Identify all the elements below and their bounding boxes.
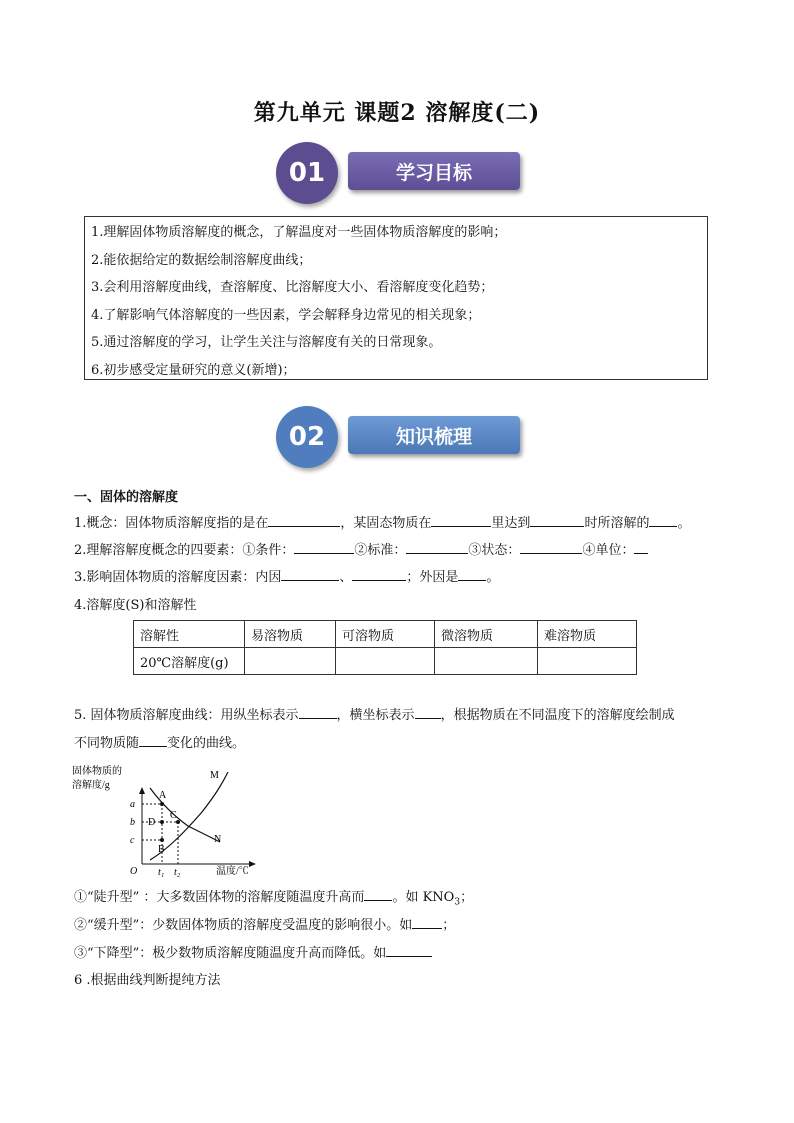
blank[interactable]: [294, 541, 354, 554]
curve-type-1: ①“陡升型” ：大多数固体物的溶解度随温度升高而 。如 $KNO_3$；: [74, 890, 474, 908]
tick-label: t₁: [158, 867, 165, 878]
question-4: 4.溶解度(S)和溶解性: [74, 598, 197, 613]
blank[interactable]: [352, 568, 406, 581]
heading-solid-solubility: 一、固体的溶解度: [74, 490, 179, 505]
table-cell[interactable]: [538, 648, 637, 675]
table-row: [134, 648, 637, 675]
question-5-line-1: 5. 固体物质溶解度曲线：用纵坐标表示 ，横坐标表示 ，根据物质在不同温度下的溶解度绘制成: [74, 708, 675, 723]
blank[interactable]: [406, 541, 468, 554]
goal-item: 6.初步感受定量研究的意义(新增)；: [91, 362, 296, 378]
section-banner-goals: [0, 144, 794, 204]
y-axis-arrow: [139, 787, 145, 794]
curve-label: M: [210, 770, 219, 781]
page-title: 第九单元 课题2 溶解度(二): [253, 100, 541, 126]
blank[interactable]: [281, 568, 339, 581]
curve-type-2: ②“缓升型”：少数固体物质的溶解度受温度的影响很小。如 ；: [74, 918, 456, 933]
table-cell: 20℃溶解度(g): [134, 648, 245, 675]
question-3: 3.影响固体物质的溶解度因素：内因 、 ；外因是 。: [74, 570, 500, 585]
table-cell: 微溶物质: [435, 621, 538, 648]
question-5-line-2: 不同物质随 变化的曲线。: [74, 736, 246, 751]
solubility-table: [133, 620, 637, 675]
table-cell: 易溶物质: [245, 621, 336, 648]
goal-item: 4.了解影响气体溶解度的一些因素，学会解释身边常见的相关现象；: [91, 307, 481, 323]
blank[interactable]: [386, 944, 432, 957]
goal-item: 2.能依据给定的数据绘制溶解度曲线；: [91, 252, 312, 268]
section-label: 学习目标: [348, 152, 520, 190]
point-a-dot: [160, 802, 164, 806]
section-banner-knowledge: [0, 408, 794, 468]
point-label: B: [158, 844, 165, 855]
blank[interactable]: [139, 734, 167, 747]
question-6: 6 .根据曲线判断提纯方法: [74, 973, 221, 988]
blank[interactable]: [649, 514, 677, 527]
goal-item: 5.通过溶解度的学习，让学生关注与溶解度有关的日常现象。: [91, 335, 442, 350]
graph-ylabel: 溶解度/g: [72, 780, 110, 791]
goal-item: 3.会利用溶解度曲线，查溶解度、比溶解度大小、看溶解度变化趋势；: [91, 280, 494, 295]
goals-box: [84, 216, 708, 380]
table-cell: 难溶物质: [538, 621, 637, 648]
blank[interactable]: [415, 706, 441, 719]
blank[interactable]: [412, 916, 442, 929]
blank[interactable]: [431, 514, 491, 527]
section-number: 01: [276, 142, 338, 204]
solubility-curve-graph: [70, 760, 260, 878]
table-cell[interactable]: [245, 648, 336, 675]
table-cell: 可溶物质: [336, 621, 435, 648]
point-label: A: [159, 790, 167, 801]
blank[interactable]: [299, 706, 337, 719]
section-label: 知识梳理: [348, 416, 520, 454]
section-number: 02: [276, 406, 338, 468]
blank[interactable]: [268, 514, 340, 527]
question-2: 2.理解溶解度概念的四要素：①条件： ②标准： ③状态： ④单位：: [74, 539, 648, 558]
tick-label: b: [130, 817, 135, 828]
table-row: [134, 621, 637, 648]
graph-ylabel: 固体物质的: [72, 766, 122, 777]
blank[interactable]: [364, 888, 392, 901]
blank[interactable]: [634, 541, 648, 554]
curve-type-3: ③“下降型”：极少数物质溶解度随温度升高而降低。如: [74, 942, 432, 961]
origin-label: O: [130, 866, 138, 877]
table-cell: 溶解性: [134, 621, 245, 648]
blank[interactable]: [530, 514, 584, 527]
tick-label: c: [130, 835, 135, 846]
point-b-dot: [160, 838, 164, 842]
goal-item: 1.理解固体物质溶解度的概念，了解温度对一些固体物质溶解度的影响；: [91, 225, 507, 240]
point-label: C: [170, 810, 177, 821]
point-d-dot: [160, 820, 164, 824]
curve-label: N: [214, 834, 222, 845]
graph-xlabel: 温度/℃: [216, 866, 249, 877]
question-1: 1.概念：固体物质溶解度指的是在 ，某固态物质在 里达到 时所溶解的 。: [74, 516, 691, 531]
x-axis-arrow: [249, 861, 256, 867]
blank[interactable]: [520, 541, 582, 554]
point-label: D: [148, 817, 156, 828]
tick-label: a: [130, 799, 135, 810]
table-cell[interactable]: [435, 648, 538, 675]
tick-label: t₂: [174, 867, 181, 878]
table-cell[interactable]: [336, 648, 435, 675]
blank[interactable]: [458, 568, 486, 581]
